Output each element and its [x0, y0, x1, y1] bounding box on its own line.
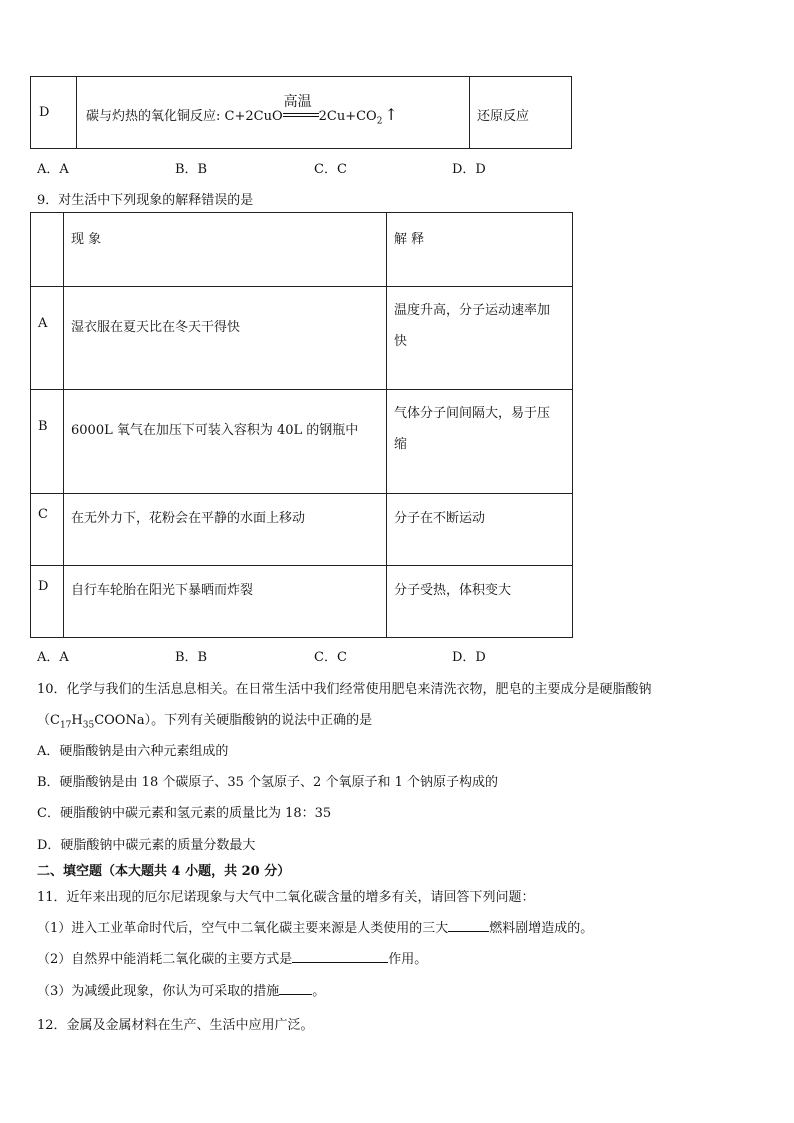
q9-option-c[interactable]: C．C	[314, 650, 347, 665]
q9-header-explanation: 解 释	[394, 232, 425, 247]
q9-row-b-letter: B	[38, 419, 48, 434]
q11-blank-3[interactable]	[279, 982, 312, 995]
q9-row-c-explanation-1: 分子在不断运动	[394, 511, 486, 526]
q11-blank-2[interactable]	[292, 950, 388, 963]
q12-stem: 12．金属及金属材料在生产、生活中应用广泛。	[37, 1018, 314, 1033]
q9-table	[30, 212, 573, 638]
q11-sub2: （2）自然界中能消耗二氧化碳的主要方式是 作用。	[37, 952, 428, 967]
q9-row-b-phenomenon: 6000L 氧气在加压下可装入容积为 40L 的钢瓶中	[71, 423, 359, 438]
condition-equals	[283, 93, 319, 124]
q11-sub1: （1）进入工业革命时代后，空气中二氧化碳主要来源是人类使用的三大 燃料剧增造成的。	[37, 921, 594, 936]
q9-row-a-explanation-1: 温度升高，分子运动速率加	[394, 303, 551, 318]
reaction-type: 还原反应	[477, 109, 530, 124]
row-d-letter: D	[39, 105, 50, 120]
reaction-equation	[86, 93, 398, 127]
q11-sub3: （3）为减缓此现象，你认为可采取的措施 。	[37, 984, 326, 999]
q9-row-a-phenomenon: 湿衣服在夏天比在冬天干得快	[71, 320, 241, 335]
q8-option-d[interactable]: D．D	[452, 162, 486, 177]
q8-option-a[interactable]: A．A	[37, 162, 69, 177]
q9-row-a-explanation-2: 快	[394, 334, 408, 349]
q9-row-d-letter: D	[38, 579, 49, 594]
q9-row-b-explanation-2: 缩	[394, 437, 408, 452]
section-title: 二、填空题（本大题共 4 小题，共 20 分）	[37, 864, 291, 879]
equation-reactants: 碳与灼热的氧化铜反应: C+2CuO	[86, 109, 283, 124]
q9-row-b-explanation-1: 气体分子间间隔大，易于压	[394, 406, 551, 421]
q9-header-phenomenon: 现 象	[71, 232, 102, 247]
q10-stem: 10．化学与我们的生活息息相关。在日常生活中我们经常使用肥皂来清洗衣物，肥皂的主要成分是硬脂酸钠	[37, 682, 652, 697]
q10-option-b[interactable]: B．硬脂酸钠是由 18 个碳原子、35 个氢原子、2 个氧原子和 1 个钠原子构成的	[37, 775, 498, 790]
q9-option-a[interactable]: A．A	[37, 650, 69, 665]
q9-option-d[interactable]: D．D	[452, 650, 486, 665]
q9-row-a-letter: A	[38, 316, 48, 331]
q9-row-c-phenomenon: 在无外力下，花粉会在平静的水面上移动	[71, 511, 306, 526]
q8-option-b[interactable]: B．B	[175, 162, 208, 177]
q8-option-c[interactable]: C．C	[314, 162, 347, 177]
q10-option-c[interactable]: C．硬脂酸钠中碳元素和氢元素的质量比为 18：35	[37, 806, 332, 821]
reaction-condition: 高温	[283, 93, 312, 110]
reaction-table-row-d	[30, 76, 572, 149]
q10-option-d[interactable]: D．硬脂酸钠中碳元素的质量分数最大	[37, 838, 256, 853]
q9-option-b[interactable]: B．B	[175, 650, 208, 665]
q9-stem: 9．对生活中下列现象的解释错误的是	[37, 193, 254, 208]
q10-formula-line: $(C_{17}H_{35}COONa)$。下列有关硬脂酸钠的说法中正确的是	[37, 713, 373, 731]
q9-row-c-letter: C	[38, 507, 48, 522]
q11-stem: 11．近年来出现的厄尔尼诺现象与大气中二氧化碳含量的增多有关，请回答下列问题：	[37, 890, 535, 905]
q11-blank-1[interactable]	[448, 919, 489, 932]
co2-subscript: 2	[376, 116, 383, 127]
q9-row-d-phenomenon: 自行车轮胎在阳光下暴晒而炸裂	[71, 583, 254, 598]
equation-products: 2Cu+CO	[318, 109, 377, 124]
gas-arrow: ↑	[384, 105, 398, 124]
q10-option-a[interactable]: A．硬脂酸钠是由六种元素组成的	[37, 744, 229, 759]
q9-row-d-explanation-1: 分子受热，体积变大	[394, 583, 512, 598]
